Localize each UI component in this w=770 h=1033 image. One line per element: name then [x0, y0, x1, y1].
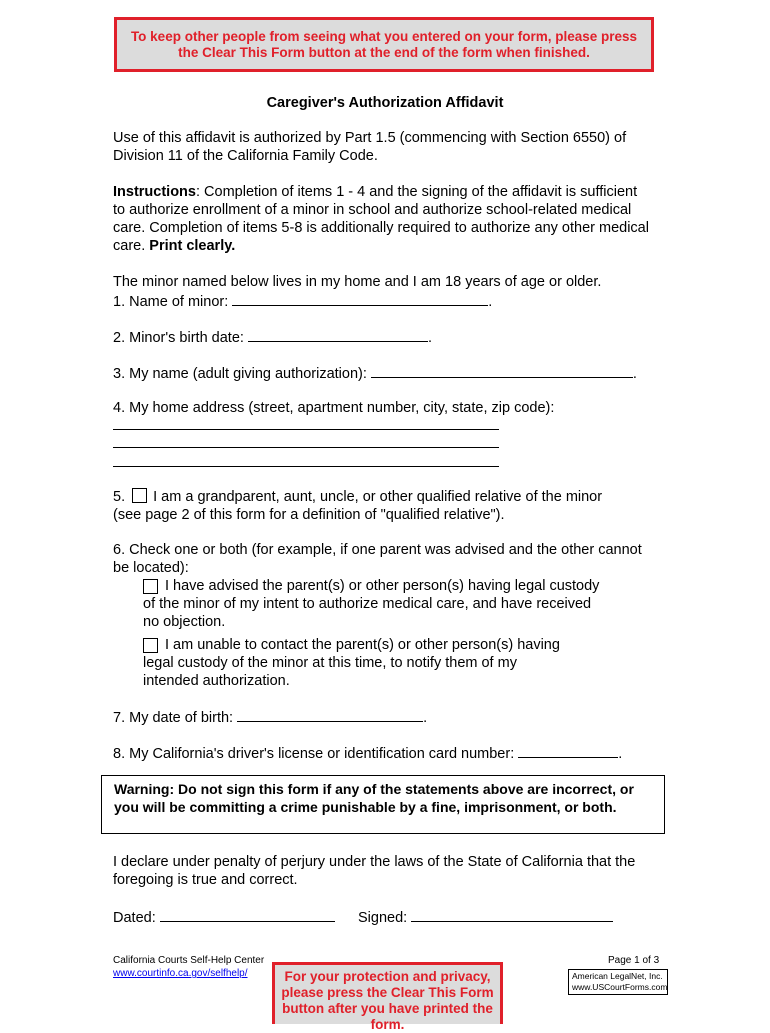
item-1-label: 1. Name of minor:: [113, 294, 233, 310]
item-4-label: 4. My home address (street, apartment number, city, state, zip code):: [113, 400, 555, 416]
dated-label: Dated:: [113, 910, 160, 926]
item-5-text: I am a grandparent, aunt, uncle, or other qualified relative of the minor: [153, 489, 603, 505]
item-8-period: .: [618, 746, 623, 762]
print-clearly-text: Print clearly.: [149, 238, 236, 254]
clear-form-notice: [114, 17, 654, 72]
instructions-label: Instructions: [113, 184, 196, 200]
item-7-label: 7. My date of birth:: [113, 710, 238, 726]
item-3-label: 3. My name (adult giving authorization):: [113, 366, 371, 382]
address-line-3[interactable]: [113, 466, 499, 467]
clear-form-notice-text: To keep other people from seeing what you entered on your form, please press the Clear This Form button at the end of the form when finished.: [130, 28, 638, 60]
item-3-row: [113, 363, 637, 383]
item-1-period: .: [488, 294, 493, 310]
item-7-row: [113, 707, 427, 727]
item-2-period: .: [427, 330, 432, 346]
item-3-period: .: [632, 366, 637, 382]
minor-name-field[interactable]: [232, 291, 488, 306]
selfhelp-link[interactable]: www.courtinfo.ca.gov/selfhelp/: [113, 968, 248, 979]
clear-form-reminder: [272, 962, 503, 1032]
caregiver-birth-date-field[interactable]: [237, 707, 423, 722]
dated-row: [113, 907, 335, 927]
item-5-row: [113, 488, 602, 506]
instructions-paragraph: [113, 183, 653, 255]
item-6a-text: I have advised the parent(s) or other person(s) having legal custody of the minor of my intent to authorize medical care, and have received no objection.: [143, 578, 600, 630]
footer-source: California Courts Self-Help Center: [113, 955, 265, 966]
item-2-row: [113, 327, 432, 347]
item-6b-text: I am unable to contact the parent(s) or other person(s) having legal custody of the minor at this time, to notify them of my intended authorization.: [143, 637, 560, 689]
item-1-row: [113, 291, 492, 311]
adult-name-field[interactable]: [371, 363, 633, 378]
item-6-label: 6. Check one or both (for example, if one parent was advised and the other cannot be located):: [113, 542, 642, 576]
intro-paragraph: Use of this affidavit is authorized by Part 1.5 (commencing with Section 6550) of Division 11 of the California Family Code.: [113, 130, 627, 164]
item-7-period: .: [423, 710, 428, 726]
signed-row: [358, 907, 613, 927]
item-5-number: 5.: [113, 489, 126, 505]
perjury-warning: Warning: Do not sign this form if any of the statements above are incorrect, or you will be committing a crime punishable by a fine, imprisonment, or both.: [101, 775, 665, 834]
declaration-text: I declare under penalty of perjury under the laws of the State of California that the foregoing is true and correct.: [113, 854, 636, 888]
instructions-text: : Completion of items 1 - 4 and the signing of the affidavit is sufficient to authorize enrollment of a minor in school and authorize school-related medical care. Completion of items 5-8 is additionally required to authorize any other medical care.: [113, 184, 649, 254]
publisher-box: [568, 969, 668, 995]
signature-field[interactable]: [411, 907, 613, 922]
dated-field[interactable]: [160, 907, 335, 922]
address-line-2[interactable]: [113, 447, 499, 448]
item-2-label: 2. Minor's birth date:: [113, 330, 248, 346]
minor-statement: The minor named below lives in my home and I am 18 years of age or older.: [113, 274, 602, 290]
page-number: Page 1 of 3: [608, 955, 660, 966]
item-5-subtext: (see page 2 of this form for a definition of "qualified relative").: [113, 507, 505, 523]
clear-form-reminder-text: For your protection and privacy, please press the Clear This Form button after you have printed the form.: [281, 969, 494, 1032]
item-8-label: 8. My California's driver's license or identification card number:: [113, 746, 519, 762]
publisher-name: American LegalNet, Inc.: [572, 971, 663, 981]
address-line-1[interactable]: [113, 429, 499, 430]
item-8-row: [113, 743, 622, 763]
publisher-url: www.USCourtForms.com: [572, 982, 668, 992]
signed-label: Signed:: [358, 910, 412, 926]
form-title: Caregiver's Authorization Affidavit: [266, 95, 504, 111]
license-number-field[interactable]: [518, 743, 618, 758]
minor-birth-date-field[interactable]: [248, 327, 428, 342]
qualified-relative-checkbox[interactable]: [132, 488, 147, 503]
